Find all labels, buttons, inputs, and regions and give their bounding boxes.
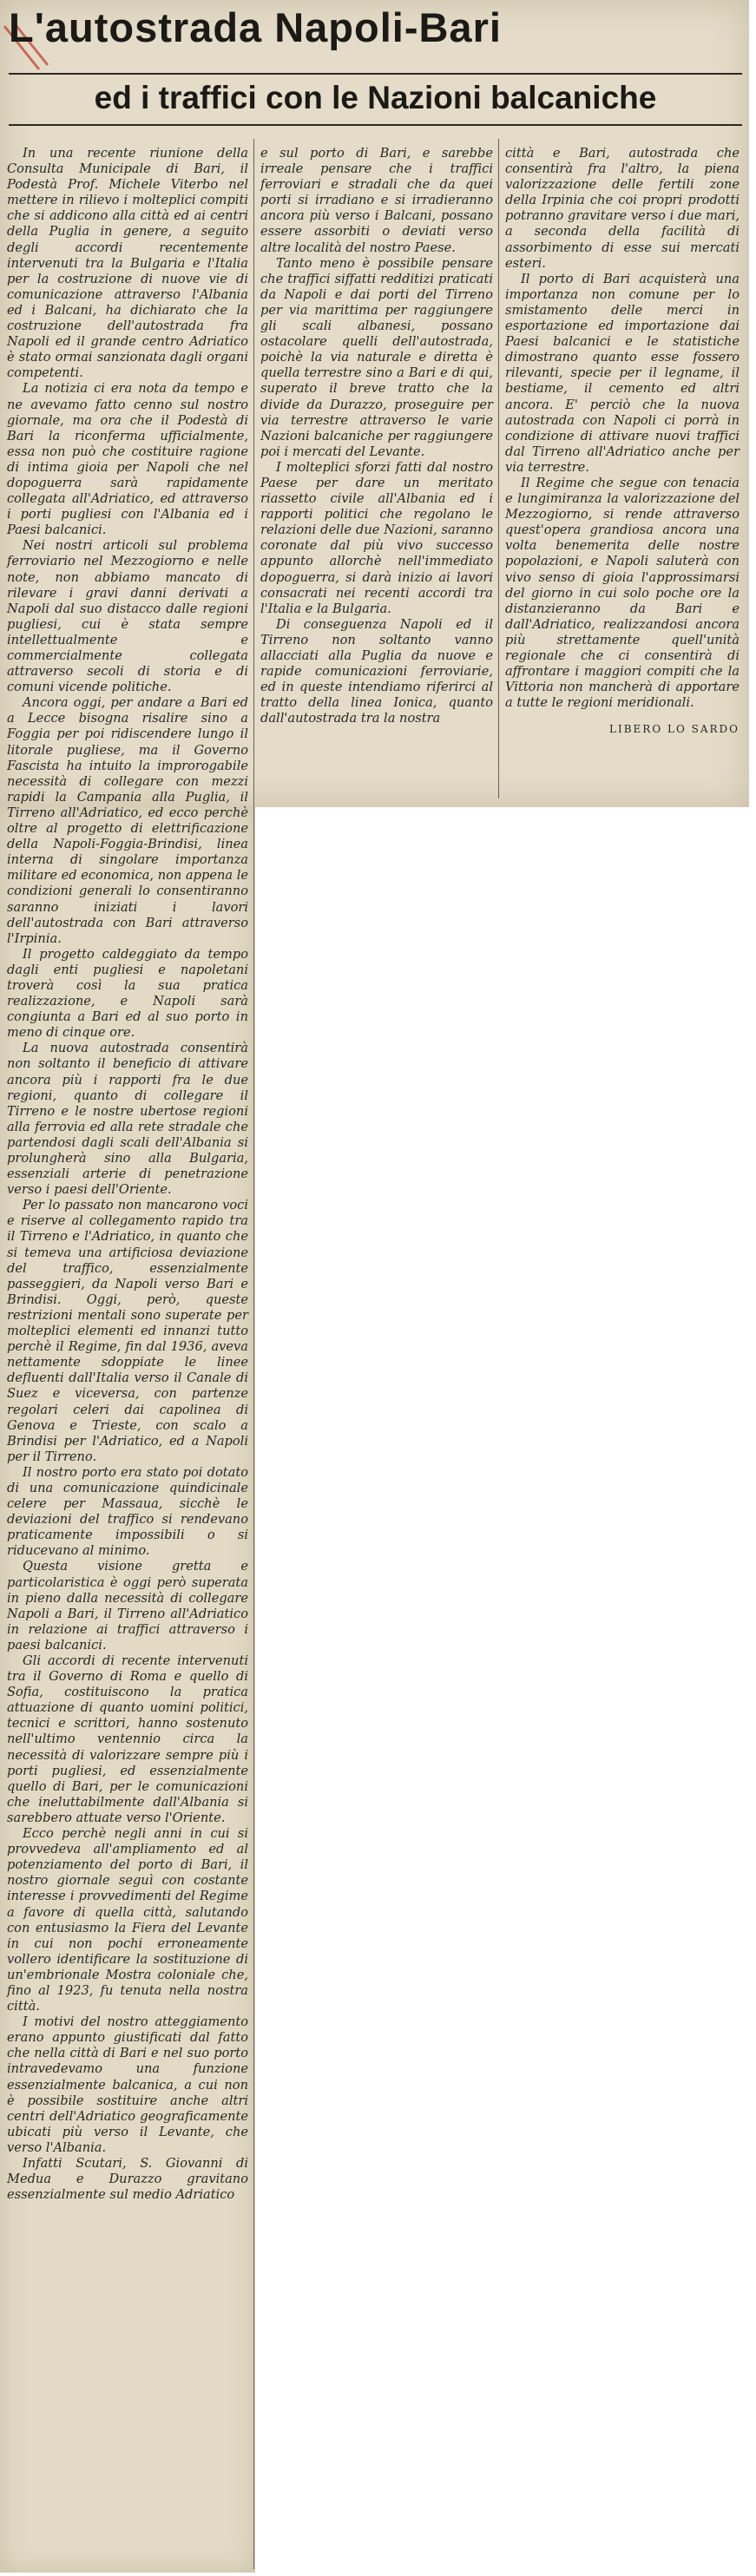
- paragraph: La nuova autostrada consentirà non soltanto il beneficio di attivare ancora più i rapporti fra le due regioni, quanto di collegare il Tirreno e le nostre ubertose regioni alla ferrovia ed alla rete stradale che partendosi dagli scali dell'Albania si prolungherà sino alla Bulgaria, essenziali arterie di penetrazione verso i paesi dell'Oriente.: [7, 1041, 248, 1198]
- paragraph: e sul porto di Bari, e sarebbe irreale pensare che i traffici ferroviari e stradali che da quei porti si irradiano e si irradieranno ancora più verso i Balcani, possano essere assorbiti o deviati verso altre località del nostro Paese.: [260, 146, 493, 255]
- paragraph: In una recente riunione della Consulta Municipale di Bari, il Podestà Prof. Michele Viterbo nel mettere in rilievo i molteplici compiti che si addicono alla città ed ai centri della Puglia in genere, a seguito degli accordi recentemente intervenuti tra la Bulgaria e l'Italia per la costruzione di nuove vie di comunicazione attraverso l'Albania ed i Balcani, ha dichiarato che la costruzione dell'autostrada fra Napoli ed il grande centro Adriatico è stato ormai sanzionata dagli organi competenti.: [7, 146, 248, 381]
- paragraph: Di conseguenza Napoli ed il Tirreno non soltanto vanno allacciati alla Puglia da nuove e rapide comunicazioni ferroviarie, ed in queste intendiamo riferirci al tratto della linea Ionica, quanto dall'autostrada tra la nostra: [260, 616, 493, 726]
- headline: L'autostrada Napoli-Bari: [9, 4, 502, 50]
- paragraph: città e Bari, autostrada che consentirà fra l'altro, la piena valorizzazione delle fertili zone della Irpinia che coi propri prodotti potranno gravitare verso i due mari, a seconda della facilità di assorbimento di esse sui mercati esteri.: [505, 146, 740, 271]
- subheadline-rule: [9, 124, 742, 126]
- paragraph: Ecco perchè negli anni in cui si provvedeva all'ampliamento ed al potenziamento del porto di Bari, il nostro giornale seguì con costante interesse i provvedimenti del Regime a favore di quella città, salutando con entusiasmo la Fiera del Levante in cui non pochi erroneamente vollero identificare la sostituzione di un'embrionale Mostra coloniale che, fino al 1923, fu tenuta nella nostra città.: [7, 1826, 248, 2014]
- article-column-2: [260, 146, 493, 726]
- paragraph: Infatti Scutari, S. Giovanni di Medua e Durazzo gravitano essenzialmente sul medio Adriatico: [7, 2156, 248, 2203]
- article-column-3: [505, 146, 740, 737]
- paragraph: I motivi del nostro atteggiamento erano appunto giustificati dal fatto che nella città di Bari e nel suo porto intravedevamo una funzione essenzialmente balcanica, a cui non è possibile sostituire anche altri centri dell'Adriatico geograficamente ubicati più verso il Levante, che verso l'Albania.: [7, 2014, 248, 2155]
- subheadline: ed i traffici con le Nazioni balcaniche: [94, 80, 657, 115]
- paragraph: I molteplici sforzi fatti dal nostro Paese per dare un meritato riassetto civile all'Albania ed i rapporti politici che regolano le relazioni delle due Nazioni, saranno coronate dal più vivo successo appunto allorchè nell'immediato dopoguerra, si darà inizio ai lavori consacrati nei recenti accordi tra l'Italia e la Bulgaria.: [260, 459, 493, 616]
- paragraph: La notizia ci era nota da tempo e ne avevamo fatto cenno sul nostro giornale, ma ora che il Podestà di Bari la riconferma ufficialmente, essa non può che costituire ragione di intima gioia per Napoli che nel dopoguerra sarà rapidamente collegata all'Adriatico, ed attraverso i porti pugliesi con l'Albania ed i Paesi balcanici.: [7, 381, 248, 538]
- column-divider: [253, 139, 254, 2569]
- author-signature: LIBERO LO SARDO: [609, 723, 740, 736]
- paragraph: Tanto meno è possibile pensare che traffici siffatti redditizi praticati da Napoli e dai porti del Tirreno per via marittima per raggiungere gli scali albanesi, possano ostacolare quelli dell'autostrada, poichè la via naturale e diretta è quella terrestre sino a Bari e di qui, superato il breve tratto che la divide da Durazzo, proseguire per via terrestre attraverso le varie Nazioni balcaniche per raggiungere poi i mercati del Levante.: [260, 255, 493, 459]
- paragraph: Il progetto caldeggiato da tempo dagli enti pugliesi e napoletani troverà così la sua pratica realizzazione, e Napoli sarà congiunta a Bari ed al suo porto in meno di cinque ore.: [7, 946, 248, 1041]
- headline-rule: [9, 73, 742, 75]
- paragraph: Il nostro porto era stato poi dotato di una comunicazione quindicinale celere per Massaua, sicchè le deviazioni del traffico si rendevano praticamente impossibili o si riducevano al minimo.: [7, 1464, 248, 1559]
- paragraph: Questa visione gretta e particolaristica è oggi però superata in pieno dalla necessità di collegare Napoli a Bari, il Tirreno all'Adriatico in relazione ai traffici attraverso i paesi balcanici.: [7, 1559, 248, 1653]
- paragraph: Il porto di Bari acquisterà una importanza non comune per lo smistamento delle merci in esportazione ed importazione dai Paesi balcanici e le statistiche dimostrano quanto esse fossero rilevanti, specie per il legname, il bestiame, il cemento ed altri ancora. E' perciò che la nuova autostrada con Napoli ci porrà in condizione di attivare nuovi traffici dal Tirreno all'Adriatico anche per via terrestre.: [505, 271, 740, 475]
- paragraph: Nei nostri articoli sul problema ferroviario nel Mezzogiorno e nelle note, non abbiamo mancato di rilevare i gravi danni derivati a Napoli dal suo distacco dalle regioni pugliesi, cui è stata sempre intellettualmente e commercialmente collegata attraverso secoli di storia e di comuni vicende politiche.: [7, 538, 248, 695]
- paragraph: Ancora oggi, per andare a Bari ed a Lecce bisogna risalire sino a Foggia per poi ridiscendere lungo il litorale pugliese, ma il Governo Fascista ha intuito la improrogabile necessità di collegare con mezzi rapidi la Campania alla Puglia, il Tirreno all'Adriatico, ed ecco perchè oltre al progetto di elettrificazione della Napoli-Foggia-Brindisi, linea interna di singolare importanza militare ed economica, non appena le condizioni generali lo consentiranno saranno iniziati i lavori dell'autostrada con Bari attraverso l'Irpinia.: [7, 695, 249, 946]
- paragraph: Gli accordi di recente intervenuti tra il Governo di Roma e quello di Sofia, costituiscono la pratica attuazione di quanto uomini politici, tecnici e scrittori, hanno sostenuto nell'ultimo ventennio circa la necessità di valorizzare sempre più i porti pugliesi, ed essenzialmente quello di Bari, per le comunicazioni che ineluttabilmente dall'Albania si sarebbero attuate verso l'Oriente.: [7, 1653, 248, 1825]
- column-divider: [498, 139, 499, 798]
- article-column-1: [7, 146, 248, 2203]
- paragraph: Per lo passato non mancarono voci e riserve al collegamento rapido tra il Tirreno e l'Adriatico, in quanto che si temeva una artificiosa deviazione del traffico, essenzialmente passeggieri, da Napoli verso Bari e Brindisi. Oggi, però, queste restrizioni mentali sono superate per molteplici elementi ed innanzi tutto perchè il Regime, fin dal 1936, aveva nettamente sdoppiate le linee defluenti dall'Italia verso il Canale di Suez e viceversa, con partenze regolari celeri dai capolinea di Genova e Trieste, con scalo a Brindisi per l'Adriatico, ed a Napoli per il Tirreno.: [7, 1198, 248, 1464]
- paragraph: Il Regime che segue con tenacia e lungimiranza la valorizzazione del Mezzogiorno, si rende attraverso quest'opera grandiosa ancora una volta benemerita delle nostre popolazioni, e Napoli saluterà con vivo senso di gioia l'approssimarsi del giorno in cui solo poche ore la distanzieranno da Bari e dall'Adriatico, realizzandosi ancora più strettamente quell'unità regionale che ci consentirà di affrontare i maggiori compiti che la Vittoria non mancherà di apportare a tutte le regioni meridionali.: [505, 475, 740, 711]
